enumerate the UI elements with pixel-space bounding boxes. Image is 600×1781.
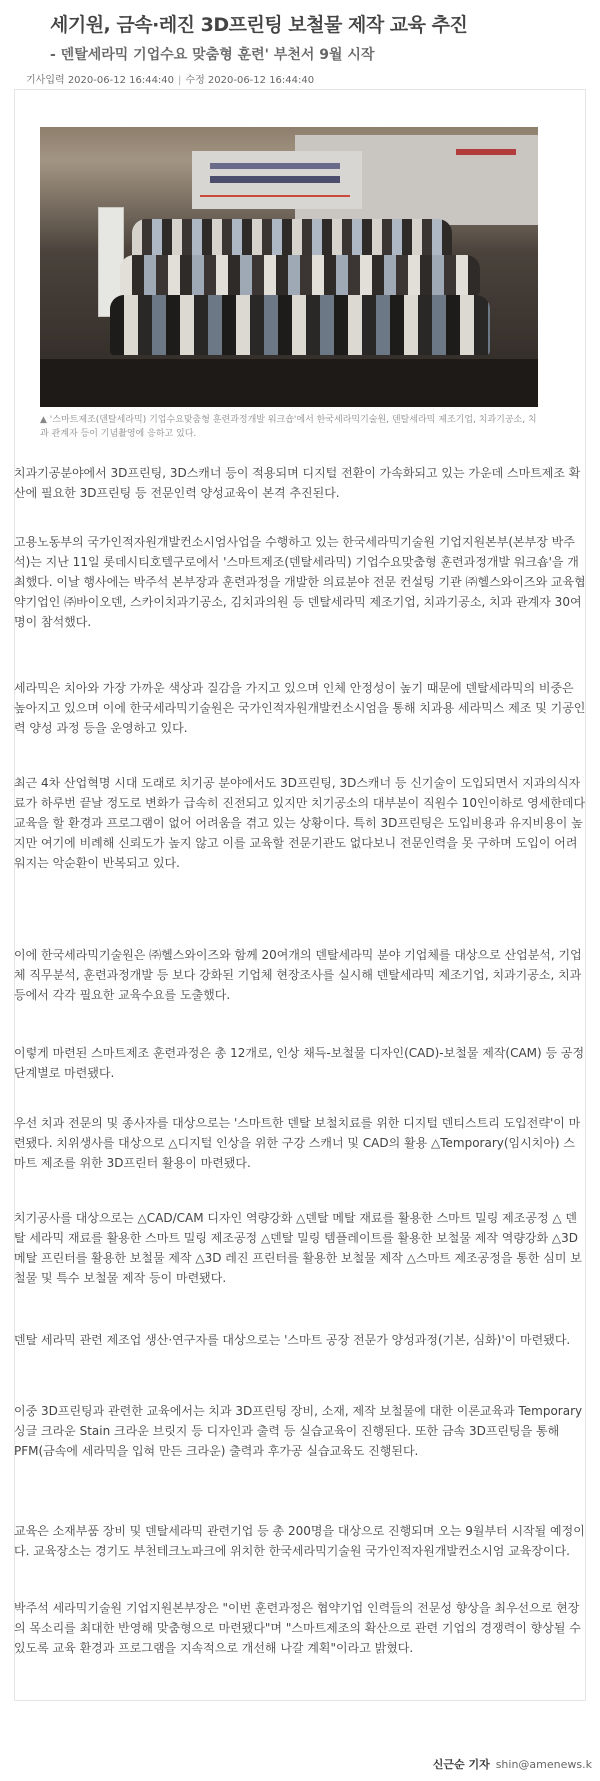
group-photo [40,127,538,407]
article-paragraph: 박주석 세라믹기술원 기업지원본부장은 "이번 훈련과정은 협약기업 인력들의 전문성 향상을 최우선으로 현장의 목소리를 최대한 반영해 맞춤형으로 마련됐다"며 "스마트제조의 확산으로 관련 기업의 경쟁력이 향상될 수 있도록 교육 환경과 프로그램을 지속적으로 개선해 나갈 계획"이라고 밝혔다. [14,1601,581,1655]
article-paragraph: 세라믹은 치아와 가장 가까운 색상과 질감을 가지고 있으며 인체 안정성이 높기 때문에 덴탈세라믹의 비중은 높아지고 있으며 이에 한국세라믹기술원은 국가인적자원개발컨소시엄을 통해 치과용 세라믹스 제조 및 기공인력 양성 과정 등을 운영하고 있다. [14,681,586,735]
photo-caption: ▲ '스마트제조(덴탈세라믹) 기업수요맞춤형 훈련과정개발 워크숍'에서 한국세라믹기술원, 덴탈세라믹 제조기업, 치과기공소, 치과 관계자 등이 기념촬영에 응하고 있다. [40,415,537,439]
byline [433,1756,592,1772]
article-paragraph: 치기공사를 대상으로는 △CAD/CAM 디자인 역량강화 △덴탈 메탈 재료를 활용한 스마트 밀링 제조공정 △ 덴탈 세라믹 재료를 활용한 스마트 밀링 제조공정 △덴탈 밀링 템플레이트를 활용한 보철물 제작 역량강화 △3D 메탈 프린터를 활용한 보철물 제작 △3D 레진 프린터를 활용한 보철물 제작 △스마트 제조공정을 통한 심미 보철물 및 특수 보철물 제작 등이 마련됐다. [14,1211,582,1285]
article-paragraph: 교육은 소재부품 장비 및 덴탈세라믹 관련기업 등 총 200명을 대상으로 진행되며 오는 9월부터 시작될 예정이다. 교육장소는 경기도 부천테크노파크에 위치한 한국세라믹기술원 국가인적자원개발컨소시엄 교육장이다. [14,1524,585,1558]
subheadline: - 덴탈세라믹 기업수요 맞춤형 훈련' 부천서 9월 시작 [50,47,375,63]
article-paragraph: 고용노동부의 국가인적자원개발컨소시엄사업을 수행하고 있는 한국세라믹기술원 기업지원본부(본부장 박주석)는 지난 11일 롯데시티호텔구로에서 '스마트제조(덴탈세라믹) 기업수요맞춤형 훈련과정개발 워크숍'을 개최했다. 이날 행사에는 박주석 본부장과 훈련과정을 개발한 의료분야 전문 컨설팅 기관 ㈜헬스와이즈와 교육협약기업인 ㈜바이오덴, 스카이치과기공소, 김치과의원 등 덴탈세라믹 제조기업, 치과기공소, 치과 관계자 30여명이 참석했다. [14,535,586,629]
people-row-middle [120,255,480,295]
banner-lettering [200,157,350,197]
article-paragraph: 최근 4차 산업혁명 시대 도래로 치기공 분야에서도 3D프린팅, 3D스캐너 등 신기술이 도입되면서 지과의식자료가 하루번 끝날 정도로 변화가 급속히 진전되고 있지만 치기공소의 대부분이 직원수 10인이하로 영세한데다 교육을 할 환경과 프로그램이 없어 어려움을 겪고 있는 상황이다. 특히 3D프린팅은 도입비용과 유지비용이 높지만 여기에 비례해 신뢰도가 높지 않고 이를 교육할 전문기관도 없다보니 전문인력을 못 구하며 도입이 어려워지는 악순환이 반복되고 있다. [14,776,586,870]
reporter-name: 신근순 기자 [432,1758,490,1771]
article-paragraph: 우선 치과 전문의 및 종사자를 대상으로는 '스마트한 덴탈 보철치료를 위한 디지털 덴티스트리 도입전략'이 마련됐다. 치위생사를 대상으로 △디지털 인상을 위한 구강 스캐너 및 CAD의 활용 △Temporary(임시치아) 스마트 제조를 위한 3D프린터 활용이 마련됐다. [14,1116,581,1170]
photo-floor [40,359,538,407]
reporter-email[interactable]: shin@amenews.k [495,1758,592,1771]
meta-separator: | [178,75,182,86]
article-meta [26,71,314,86]
article-paragraph: 치과기공분야에서 3D프린팅, 3D스캐너 등이 적용되며 디지털 전환이 가속화되고 있는 가운데 스마트제조 확산에 필요한 3D프린팅 등 전문인력 양성교육이 본격 추진된다. [14,466,581,500]
headline: 세기원, 금속·레진 3D프린팅 보철물 제작 교육 추진 [50,14,468,36]
published-date: 기사입력 2020-06-12 16:44:40 [26,75,175,86]
article-paragraph: 이렇게 마련된 스마트제조 훈련과정은 총 12개로, 인상 채득-보철물 디자인(CAD)-보철물 제작(CAM) 등 공정 단계별로 마련됐다. [14,1046,585,1080]
updated-date: 수정 2020-06-12 16:44:40 [185,75,315,86]
people-row-front [110,295,490,355]
article-header [0,0,600,68]
article-paragraph: 덴탈 세라믹 관련 제조업 생산·연구자를 대상으로는 '스마트 공장 전문가 양성과정(기본, 심화)'이 마련됐다. [14,1333,571,1347]
people-row-back [132,219,452,259]
article-paragraph: 이중 3D프린팅과 관련한 교육에서는 치과 3D프린팅 장비, 소재, 제작 보철물에 대한 이론교육과 Temporary싱글 크라운 Stain 크라운 브릿지 등 디자인과 출력 등 실습교육이 진행된다. 또한 금속 3D프린팅을 통해 PFM(금속에 세라믹을 입혀 만든 크라운) 출력과 후가공 실습교육도 진행된다. [14,1404,583,1458]
article-paragraph: 이에 한국세라믹기술원은 ㈜헬스와이즈와 함께 20여개의 덴탈세라믹 분야 기업체를 대상으로 산업분석, 기업체 직무분석, 훈련과정개발 등 보다 강화된 기업체 현장조사를 실시해 덴탈세라믹 제조기업, 치과기공소, 치과 등에서 각각 필요한 교육수요를 도출했다. [14,948,582,1002]
